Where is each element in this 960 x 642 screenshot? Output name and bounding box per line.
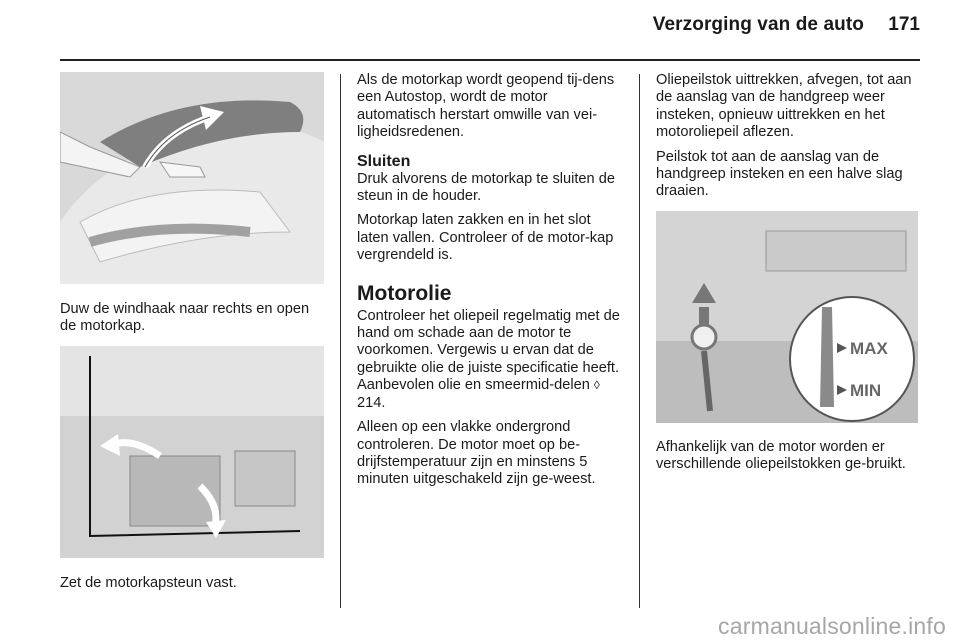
paragraph-dipstick-1: Oliepeilstok uittrekken, afvegen, tot aan de aanslag van de handgreep weer insteken, opnieuw uittrekken en het motoroliepeil aflezen. [656, 72, 912, 141]
subheading-sluiten: Sluiten [357, 152, 411, 170]
paragraph-autostop: Als de motorkap wordt geopend tij-dens een Autostop, wordt de motor automatisch herstart omwille van vei-ligheidsredenen. [357, 72, 615, 141]
paragraph-motorolie-2: Alleen op een vlakke ondergrond controleren. De motor moet op be-drijfstemperatuur zijn en minstens 5 minuten uitgeschakeld zijn ge-weest. [357, 419, 596, 488]
column-1 [60, 72, 324, 599]
column-divider-1 [340, 74, 341, 608]
column-3 [656, 72, 920, 481]
header-rule [60, 59, 920, 61]
paragraph-motorolie-1-text: Controleer het oliepeil regelmatig met de hand om schade aan de motor te voorkomen. Vergewis u ervan dat de gebruikte olie de juiste specificatie heeft. Aanbevolen olie en smeermid-delen [357, 307, 620, 394]
dipstick-illustration [656, 211, 918, 423]
column-2 [357, 72, 623, 496]
paragraph-motorolie-1 [357, 308, 623, 412]
watermark: carmanualsonline.info [718, 613, 946, 639]
xref-icon: ◊ [593, 378, 600, 393]
heading-motorolie: Motorolie [357, 281, 452, 305]
paragraph-sluiten-1: Druk alvorens de motorkap te sluiten de steun in de houder. [357, 170, 615, 205]
paragraph-sluiten-2: Motorkap laten zakken en in het slot laten vallen. Controleer of de motor-kap vergrendeld is. [357, 212, 614, 264]
dipstick-max-label: MAX [850, 338, 888, 358]
paragraph-dipstick-2: Peilstok tot aan de aanslag van de handgreep insteken en een halve slag draaien. [656, 148, 903, 200]
caption-open-hood: Duw de windhaak naar rechts en open de motorkap. [60, 301, 310, 335]
caption-fasten-support: Zet de motorkapsteun vast. [60, 574, 237, 591]
hood-support-illustration [60, 346, 324, 558]
hood-opening-illustration [60, 72, 324, 284]
dipstick-min-label: MIN [850, 380, 882, 400]
column-divider-2 [639, 74, 640, 608]
paragraph-dipstick-3: Afhankelijk van de motor worden er verschillende oliepeilstokken ge-bruikt. [656, 438, 906, 473]
running-header-title: Verzorging van de auto [652, 14, 864, 35]
xref-page[interactable]: 214. [357, 394, 386, 411]
page-number: 171 [888, 14, 920, 35]
